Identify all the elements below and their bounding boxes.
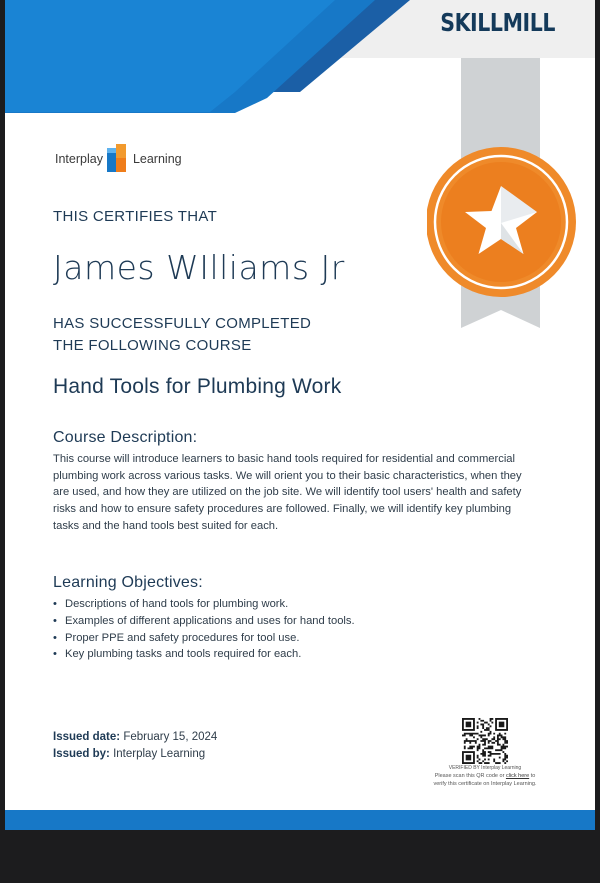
issued-date: February 15, 2024 xyxy=(123,731,218,743)
brand-logo-text: SKILLMILL xyxy=(440,8,555,37)
recipient-name: James WIlliams Jr xyxy=(53,248,345,287)
qr-code-icon[interactable] xyxy=(462,718,508,764)
award-badge xyxy=(427,58,587,338)
interplay-logo xyxy=(55,144,182,174)
course-description: This course will introduce learners to basic hand tools required for residential and commercial plumbing work across various tasks. We will orient you to their basic characteristics, when they are used, and how they are utilized on the job site. We will identify tool users' health and safety risks and how to ensure safety procedures are followed. Finally, we will identify key plumbing tasks and the hand tools best suited for each. xyxy=(53,453,522,532)
completed-line-2: THE FOLLOWING COURSE xyxy=(53,337,252,354)
issue-info xyxy=(53,729,217,763)
issued-by-label: Issued by: xyxy=(53,748,110,760)
completed-line-1: HAS SUCCESSFULLY COMPLETED xyxy=(53,315,312,332)
interplay-mark-icon xyxy=(107,144,129,174)
objective-item: • Proper PPE and safety procedures for tool use. xyxy=(53,630,355,647)
objective-item: • Descriptions of hand tools for plumbing work. xyxy=(53,596,355,613)
logo-text-left: Interplay xyxy=(55,152,103,166)
verification-block xyxy=(415,718,555,788)
logo-text-right: Learning xyxy=(132,152,182,166)
issued-date-label: Issued date: xyxy=(53,731,121,743)
description-heading: Course Description: xyxy=(53,429,198,446)
certifies-label: THIS CERTIFIES THAT xyxy=(53,208,218,225)
verify-link[interactable]: click here xyxy=(505,773,530,779)
objectives-list xyxy=(53,596,355,663)
objectives-heading: Learning Objectives: xyxy=(53,574,203,591)
footer-bar xyxy=(5,810,595,830)
objective-item: • Examples of different applications and uses for hand tools. xyxy=(53,613,355,630)
certificate-page xyxy=(5,0,595,830)
course-title: Hand Tools for Plumbing Work xyxy=(53,375,342,398)
objective-item: • Key plumbing tasks and tools required for each. xyxy=(53,646,355,663)
completed-label xyxy=(53,313,311,357)
verify-instructions: Please scan this QR code or click here to verify this certificate on Interplay Learning. xyxy=(433,773,537,787)
verified-by-logo: VERIFIED BY Interplay Learning xyxy=(448,765,522,771)
issued-by: Interplay Learning xyxy=(113,748,206,760)
